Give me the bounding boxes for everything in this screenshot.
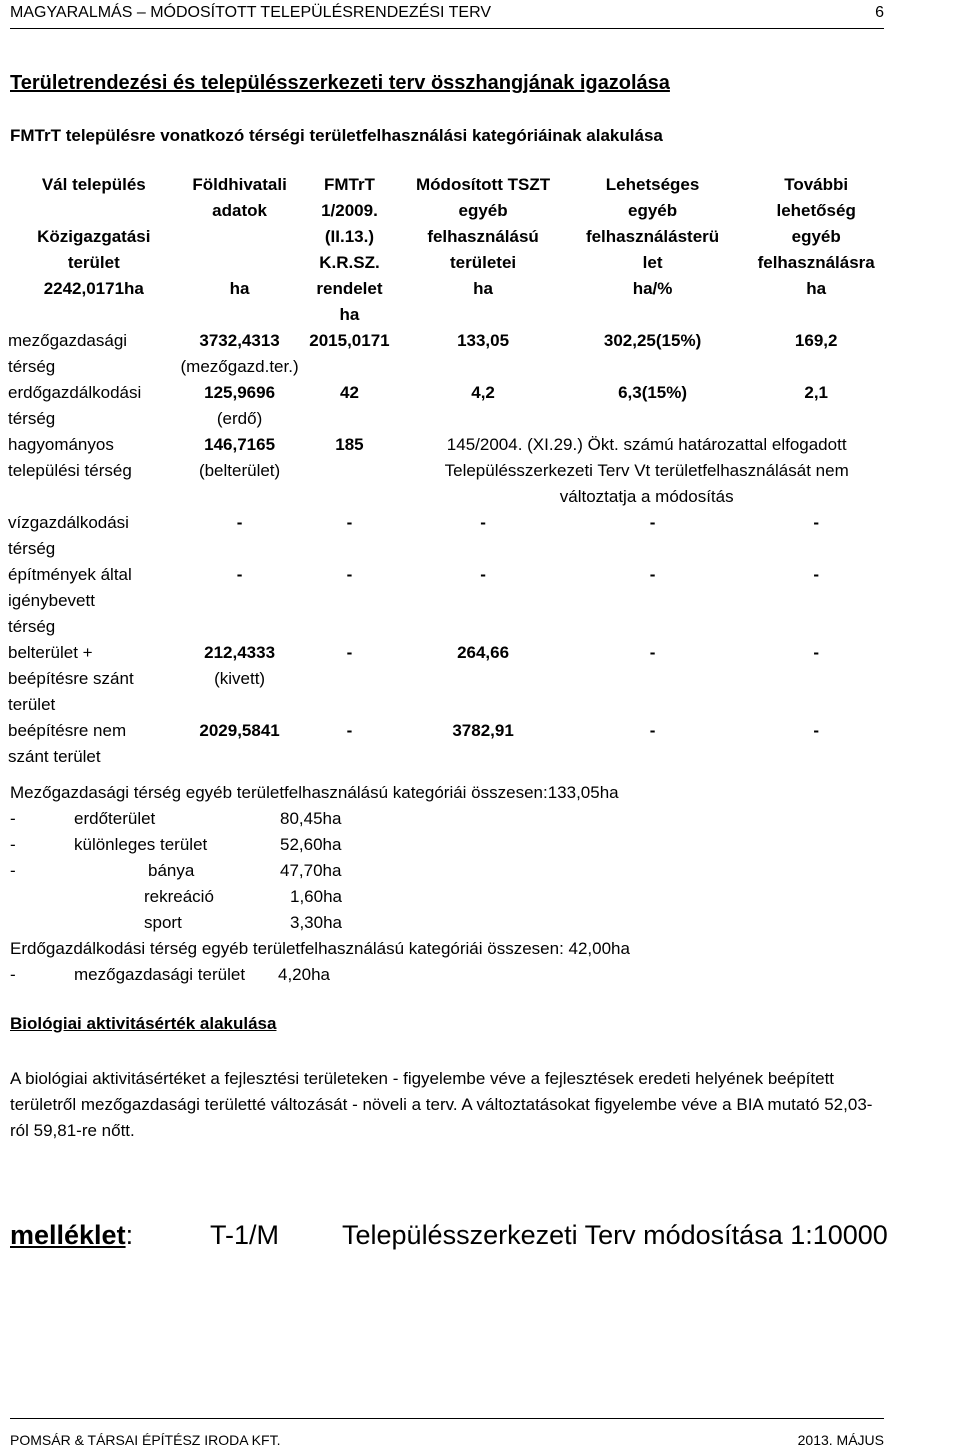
page-title: Területrendezési és településszerkezeti terv összhangjának igazolása <box>10 72 670 94</box>
modified-cell: 3782,91 <box>452 721 514 740</box>
list-item: sport 3,30ha <box>144 913 342 932</box>
land-registry-cell: 125,9696 (erdő) <box>204 383 276 428</box>
row-label: építmények által igénybevett térség <box>8 565 132 636</box>
modified-cell: 133,05 <box>457 331 510 350</box>
footer-company: POMSÁR & TÁRSAI ÉPÍTÉSZ IRODA KFT. <box>10 1432 281 1448</box>
col-header-modified: Módosított TSZT egyéb felhasználású területei ha <box>416 175 551 298</box>
possible-cell: - <box>649 513 656 532</box>
further-cell: - <box>813 721 820 740</box>
list-item: - mezőgazdasági terület 4,20ha <box>10 965 330 984</box>
table-row <box>6 432 894 510</box>
annex-code: T-1/M <box>210 1220 280 1250</box>
col-header-fmtrt: FMTrT 1/2009. (II.13.) K.R.SZ. rendelet ha <box>316 175 383 324</box>
agri-total: Mezőgazdasági térség egyéb területfelhasználású kategóriái összesen:133,05ha <box>10 783 619 802</box>
table-row <box>6 640 894 718</box>
modified-cell: - <box>480 513 486 532</box>
fmtrt-cell: 42 <box>340 383 359 402</box>
col-header-settlement: Vál település Közigazgatási terület 2242,0171ha <box>37 175 151 298</box>
land-registry-cell: - <box>236 513 243 532</box>
list-item: rekreáció 1,60ha <box>144 887 342 906</box>
modified-cell: - <box>480 565 486 584</box>
table-header-row <box>6 172 894 328</box>
row-label: erdőgazdálkodási térség <box>8 383 142 428</box>
table-row <box>6 718 894 770</box>
further-cell: - <box>813 565 820 584</box>
row-label: belterület + beépítésre szánt terület <box>8 643 134 714</box>
table-row <box>6 562 894 640</box>
modified-cell: 264,66 <box>457 643 510 662</box>
list-item: - bánya 47,70ha <box>10 861 342 880</box>
land-registry-cell: - <box>236 565 243 584</box>
row-label: mezőgazdasági térség <box>8 331 128 376</box>
row-label: beépítésre nem szánt terület <box>8 721 127 766</box>
possible-cell: 302,25(15%) <box>603 331 702 350</box>
page-number: 6 <box>875 4 884 21</box>
list-item: - erdőterület 80,45ha <box>10 809 342 828</box>
col-header-further: További lehetőség egyéb felhasználásra ha <box>757 175 875 298</box>
table-row <box>6 510 894 562</box>
fmtrt-cell: 2015,0171 <box>309 331 390 350</box>
fmtrt-cell: - <box>346 513 353 532</box>
land-use-table <box>6 172 894 770</box>
table-row <box>6 380 894 432</box>
land-registry-cell: 2029,5841 <box>199 721 280 740</box>
forest-total: Erdőgazdálkodási térség egyéb területfelhasználású kategóriái összesen: 42,00ha <box>10 939 630 958</box>
further-cell: 169,2 <box>794 331 838 350</box>
fmtrt-cell: - <box>346 565 353 584</box>
row-label: vízgazdálkodási térség <box>8 513 129 558</box>
possible-cell: 6,3(15%) <box>618 383 688 402</box>
possible-cell: - <box>649 565 656 584</box>
modified-cell: 4,2 <box>471 383 495 402</box>
annex-label: melléklet <box>10 1220 126 1250</box>
table-row <box>6 328 894 380</box>
category-summary <box>10 780 630 988</box>
annex-title: Településszerkezeti Terv módosítása 1:10000 <box>342 1220 888 1250</box>
land-registry-cell: 212,4333 (kivett) <box>204 643 276 688</box>
page-subtitle: FMTrT településre vonatkozó térségi területfelhasználási kategóriáinak alakulása <box>10 126 663 145</box>
col-header-possible: Lehetséges egyéb felhasználásterü let ha/% <box>585 175 720 298</box>
row-label: hagyományos települési térség <box>8 435 132 480</box>
fmtrt-cell: - <box>346 721 353 740</box>
running-header: MAGYARALMÁS – MÓDOSÍTOTT TELEPÜLÉSRENDEZÉSI TERV <box>10 4 492 21</box>
bio-heading: Biológiai aktivitásérték alakulása <box>10 1014 277 1033</box>
fmtrt-cell: 185 <box>335 435 364 454</box>
footer-rule <box>10 1418 884 1419</box>
further-cell: 2,1 <box>804 383 828 402</box>
bio-paragraph: A biológiai aktivitásértéket a fejlesztési területeken - figyelembe véve a fejlesztések eredeti helyének beépített területről mezőgazdasági területté változását - növeli a terv. A változtatásokat figyelembe véve a BIA mutató 52,03-ról 59,81-re nőtt. <box>10 1069 873 1140</box>
further-cell: - <box>813 643 820 662</box>
resolution-note: 145/2004. (XI.29.) Ökt. számú határozattal elfogadott Településszerkezeti Terv Vt területfelhasználását nem változtatja a módosítás <box>444 435 849 506</box>
possible-cell: - <box>649 721 656 740</box>
further-cell: - <box>813 513 820 532</box>
possible-cell: - <box>649 643 656 662</box>
col-header-land-registry: Földhivatali adatok ha <box>192 175 287 298</box>
land-registry-cell: 146,7165 (belterület) <box>198 435 281 480</box>
land-registry-cell: 3732,4313 (mezőgazd.ter.) <box>180 331 299 376</box>
header-rule <box>10 28 884 29</box>
list-item: - különleges terület 52,60ha <box>10 835 342 854</box>
fmtrt-cell: - <box>346 643 353 662</box>
footer-date: 2013. MÁJUS <box>797 1432 884 1448</box>
